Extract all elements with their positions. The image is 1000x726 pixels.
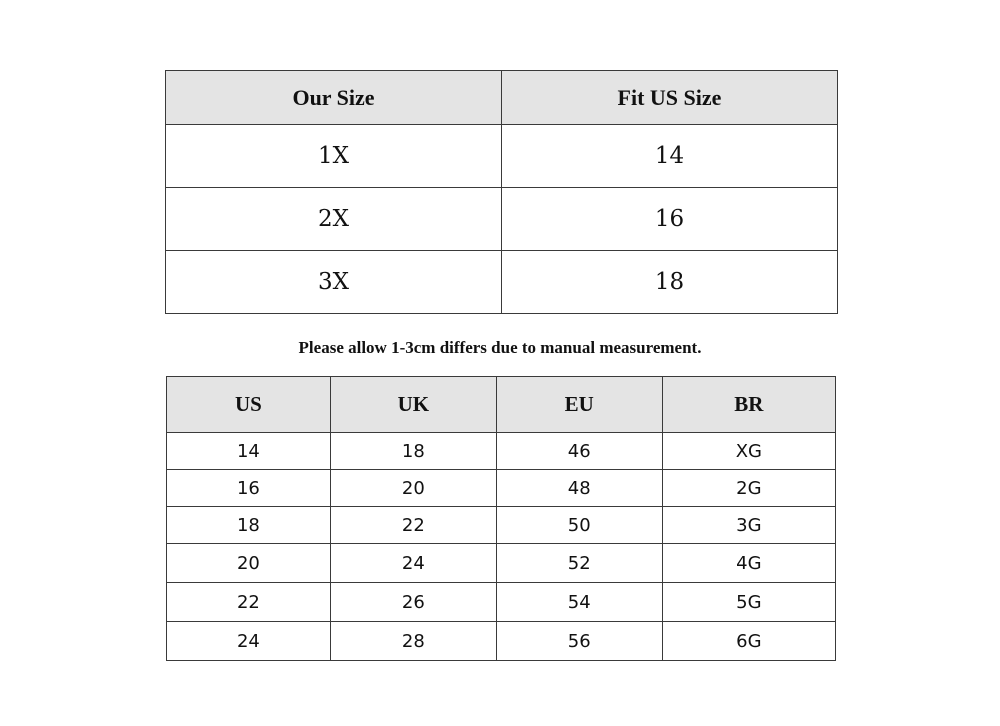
column-header-our-size: Our Size [166,71,502,125]
eu-cell: 52 [496,544,662,583]
our-size-cell: 3X [166,251,502,314]
us-cell: 20 [167,544,331,583]
uk-cell: 28 [330,622,496,661]
size-fit-table [165,70,838,314]
our-size-cell: 1X [166,125,502,188]
us-cell: 22 [167,583,331,622]
eu-cell: 50 [496,507,662,544]
fit-us-size-cell: 14 [502,125,838,188]
br-cell: 2G [662,470,835,507]
fit-us-size-cell: 18 [502,251,838,314]
table-row [166,251,838,314]
table-row [166,125,838,188]
fit-us-size-cell: 16 [502,188,838,251]
table-row [167,470,836,507]
br-cell: 3G [662,507,835,544]
br-cell: 4G [662,544,835,583]
us-cell: 14 [167,433,331,470]
table-row [167,507,836,544]
conversion-table-header-row [167,377,836,433]
br-cell: XG [662,433,835,470]
eu-cell: 46 [496,433,662,470]
column-header-fit-us-size: Fit US Size [502,71,838,125]
uk-cell: 18 [330,433,496,470]
column-header-us: US [167,377,331,433]
measurement-note: Please allow 1-3cm differs due to manual measurement. [298,338,702,357]
us-cell: 18 [167,507,331,544]
br-cell: 5G [662,583,835,622]
our-size-cell: 2X [166,188,502,251]
table-row [167,433,836,470]
uk-cell: 20 [330,470,496,507]
eu-cell: 48 [496,470,662,507]
uk-cell: 26 [330,583,496,622]
us-cell: 24 [167,622,331,661]
br-cell: 6G [662,622,835,661]
eu-cell: 56 [496,622,662,661]
column-header-eu: EU [496,377,662,433]
column-header-br: BR [662,377,835,433]
size-conversion-table [166,376,836,661]
table-row [167,622,836,661]
table-row [167,583,836,622]
uk-cell: 24 [330,544,496,583]
column-header-uk: UK [330,377,496,433]
uk-cell: 22 [330,507,496,544]
table-row [166,188,838,251]
size-table-header-row [166,71,838,125]
table-row [167,544,836,583]
eu-cell: 54 [496,583,662,622]
us-cell: 16 [167,470,331,507]
